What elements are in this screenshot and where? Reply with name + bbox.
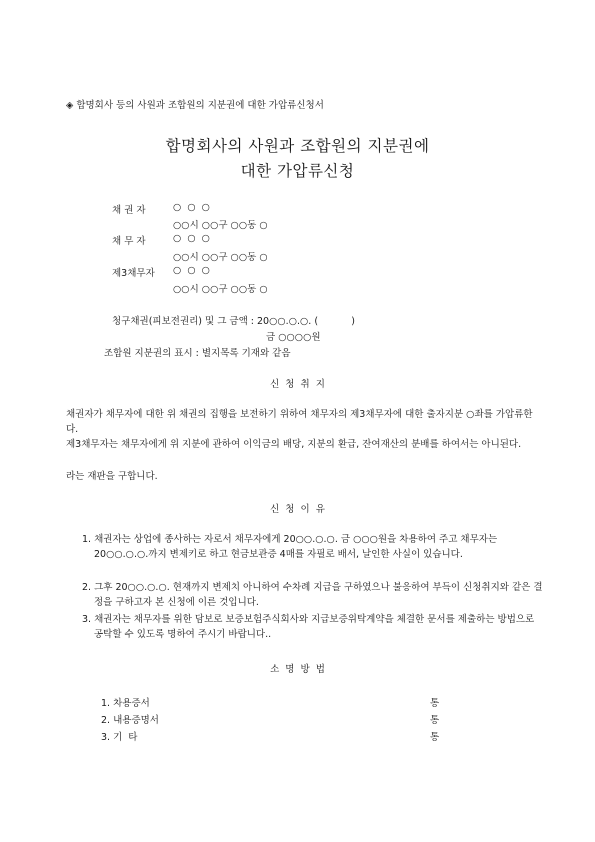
party-address: ○○시 ○○구 ○○동 ○ — [173, 284, 268, 295]
claim-amount-line: 청구채권(피보전권리) 및 그 금액 : 20○○.○.○. ( ) — [112, 316, 355, 327]
document-title-line1: 합명회사의 사원과 조합원의 지분권에 — [165, 137, 430, 155]
share-description: 조합원 지분권의 표시 : 별지목록 기재와 같음 — [104, 348, 291, 359]
purpose-paragraph: 제3채무자는 채무자에게 위 지분에 관하여 이익금의 배당, 지분의 환급, 잔여재산의 분배를 하여서는 아니된다. — [66, 439, 522, 450]
evidence-unit: 통 — [430, 715, 440, 726]
evidence-item: 3. 기 타 — [101, 732, 138, 743]
evidence-item: 2. 내용증명서 — [101, 715, 159, 726]
evidence-heading: 소 명 방 법 — [270, 664, 325, 675]
party-role: 채 무 자 — [112, 236, 146, 247]
party-name: ○ ○ ○ — [173, 233, 210, 244]
party-name: ○ ○ ○ — [173, 265, 210, 276]
purpose-heading: 신 청 취 지 — [270, 379, 325, 390]
purpose-closing: 라는 재판을 구합니다. — [66, 471, 158, 482]
evidence-unit: 통 — [430, 698, 440, 709]
reason-item: 2. 그후 20○○.○.○. 현재까지 변제치 아니하여 수차례 지급을 구하였으나 불응하여 부득이 신청취지와 같은 결정을 구하고자 본 신청에 이른 것입니다. — [82, 582, 543, 608]
evidence-item: 1. 차용증서 — [101, 698, 150, 709]
party-role: 제3채무자 — [112, 268, 155, 279]
party-name: ○ ○ ○ — [173, 202, 210, 213]
reason-heading: 신 청 이 유 — [270, 504, 325, 515]
evidence-unit: 통 — [430, 732, 440, 743]
claim-amount-value: 금 ○○○○원 — [266, 332, 321, 343]
reason-item: 1. 채권자는 상업에 종사하는 자로서 채무자에게 20○○.○.○. 금 ○○○원을 차용하여 주고 채무자는 20○○.○.○.까지 변제키로 하고 현금보관증 4매를 자필로 배서, 날인한 사실이 있습니다. — [82, 534, 498, 560]
party-address: ○○시 ○○구 ○○동 ○ — [173, 252, 268, 263]
document-title-line2: 대한 가압류신청 — [240, 162, 355, 180]
document-header: ◈ 합명회사 등의 사원과 조합원의 지분권에 대한 가압류신청서 — [66, 100, 324, 111]
reason-item: 3. 채권자는 채무자를 위한 담보로 보증보험주식회사와 지급보증위탁계약을 체결한 문서를 제출하는 방법으로 공탁할 수 있도록 명하여 주시기 바랍니다.. — [82, 614, 535, 640]
party-address: ○○시 ○○구 ○○동 ○ — [173, 220, 268, 231]
purpose-paragraph: 채권자가 채무자에 대한 위 채권의 집행을 보전하기 위하여 채무자의 제3채무자에 대한 출자지분 ○좌를 가압류한다. — [66, 409, 533, 435]
party-role: 채 권 자 — [112, 205, 146, 216]
